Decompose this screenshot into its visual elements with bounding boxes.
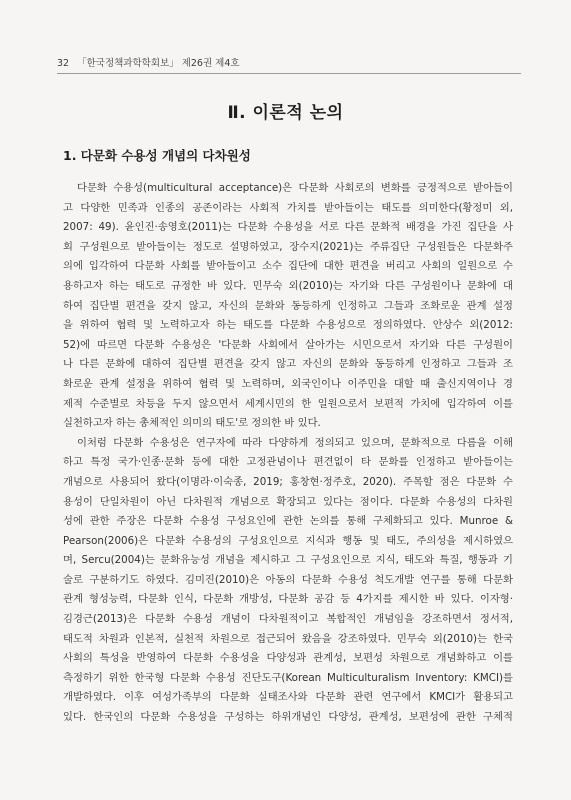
page-number: 32 <box>57 58 70 69</box>
paragraph-line: 사회의 특성을 반영하여 다문화 수용성을 다양성과 관계성, 보편성 차원으로 개념화하고 이를 <box>63 652 513 665</box>
paragraph-line: 2007: 49). 윤인진·송영호(2011)는 다문화 수용성을 서로 다른 문화적 배경을 가진 집단을 사 <box>63 221 513 234</box>
paragraph-line: 하여 집단별 편견을 갖지 않고, 자신의 문화와 동등하게 인정하고 그들과 조화로운 관계 설정 <box>63 299 513 312</box>
paragraph-line: 술로 구분하기도 하였다. 김미진(2010)은 아동의 다문화 수용성 척도개발 연구를 통해 다문화 <box>63 573 513 586</box>
subsection-title: 1. 다문화 수용성 개념의 다차원성 <box>63 148 251 163</box>
paragraph-line: 다문화 수용성(multicultural acceptance)은 다문화 사회로의 변화를 긍정적으로 받아들이 <box>77 182 513 194</box>
paragraph-line: 측정하기 위한 한국형 다문화 수용성 진단도구(Korean Multiculturalism Inventory: KMCI)를 <box>63 671 513 684</box>
paragraph-1 <box>63 179 513 434</box>
paragraph-line: 하고 특정 국가·인종·문화 등에 대한 고정관념이나 편견없이 타 문화를 인정하고 받아들이는 <box>63 456 513 469</box>
paragraph-line: 실천하고자 하는 총체적인 의미의 태도'로 정의한 바 있다. <box>63 417 321 430</box>
paragraph-line: 52)에 따르면 다문화 수용성은 '다문화 사회에서 살아가는 시민으로서 자기와 다른 구성원이 <box>63 338 513 351</box>
paragraph-line: 의에 입각하여 다문화 사회를 받아들이고 소수 집단에 대한 편견을 버리고 사회의 일원으로 수 <box>63 260 513 273</box>
section-title: Ⅱ. 이론적 논의 <box>227 103 344 123</box>
paragraph-line: 있다. 한국인의 다문화 수용성을 구성하는 하위개념인 다양성, 관계성, 보편성에 관한 구체적 <box>63 711 513 724</box>
paragraph-line: 태도적 차원과 인본적, 실천적 차원으로 접근되어 왔음을 강조하였다. 민무숙 외(2010)는 한국 <box>63 632 513 645</box>
paragraph-line: 을 위하여 협력 및 노력하고자 하는 태도를 다문화 수용성으로 정의하였다. 안상수 외(2012: <box>63 319 513 332</box>
paragraph-line: 관계 형성능력, 다문화 인식, 다문화 개방성, 다문화 공감 등 4가지를 제시한 바 있다. 이자형· <box>63 593 513 606</box>
paragraph-line: 용하고자 하는 태도로 규정한 바 있다. 민무숙 외(2010)는 자기와 다른 구성원이나 문화에 대 <box>63 279 513 292</box>
paragraph-line: 회 구성원으로 받아들이는 정도로 설명하였고, 장수지(2021)는 주류집단 구성원들은 다문화주 <box>63 240 513 253</box>
paragraph-line: 화로운 관계 설정을 위하여 협력 및 노력하며, 외국인이나 이주민을 대할 때 출신지역이나 경 <box>63 377 513 390</box>
paragraph-line: 용성이 단일차원이 아닌 다차원적 개념으로 확장되고 있다는 점이다. 다문화 수용성의 다차원 <box>63 495 513 508</box>
paragraph-line: 이처럼 다문화 수용성은 연구자에 따라 다양하게 정의되고 있으며, 문화적으로 다름을 이해 <box>77 436 513 449</box>
paragraph-line: 개발하였다. 이후 여성가족부의 다문화 실태조사와 다문화 관련 연구에서 KMCI가 활용되고 <box>63 691 513 704</box>
paragraph-line: 제적 수준별로 차등을 두지 않으면서 세계시민의 한 일원으로서 보편적 가치에 입각하여 이를 <box>63 397 513 410</box>
paragraph-line: 며, Sercu(2004)는 문화유능성 개념을 제시하고 그 구성요인으로 지식, 태도와 특질, 행동과 기 <box>63 554 513 567</box>
paragraph-line: Pearson(2006)은 다문화 수용성의 구성요인으로 지식과 행동 및 태도, 주의성을 제시하였으 <box>63 534 513 547</box>
paragraph-2 <box>63 434 513 728</box>
header-rule <box>57 73 521 74</box>
paragraph-line: 개념으로 사용되어 왔다(이명라·이숙종, 2019; 홍창현·정주호, 2020). 주목할 점은 다문화 수 <box>63 475 513 488</box>
journal-title: 「한국정책과학학회보」 제26권 제4호 <box>77 58 240 69</box>
paragraph-line: 김경근(2013)은 다문화 수용성 개념이 다차원적이고 복합적인 개념임을 강조하면서 정서적, <box>63 613 513 626</box>
running-header <box>57 55 240 69</box>
body-text <box>63 179 513 728</box>
paragraph-line: 고 다양한 민족과 인종의 공존이라는 사회적 가치를 받아들이는 태도를 의미한다(황정미 외, <box>63 201 513 214</box>
paragraph-line: 성에 관한 주장은 다문화 수용성 구성요인에 관한 논의를 통해 구체화되고 있다. Munroe & <box>63 515 513 528</box>
paragraph-line: 나 다른 문화에 대하여 집단별 편견을 갖지 않고 자신의 문화와 동등하게 인정하고 그들과 조 <box>63 358 513 371</box>
